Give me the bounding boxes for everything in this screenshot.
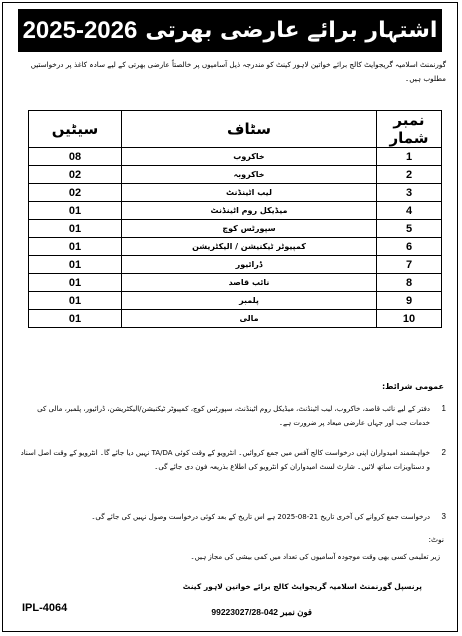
row-serial: 10 [377, 310, 442, 328]
ad-title-years: 2025-2026 [22, 16, 138, 44]
row-post: کمپیوٹر ٹیکنیشن / الیکٹریشن [122, 238, 377, 256]
row-seats: 01 [29, 292, 122, 310]
table-row [29, 220, 442, 238]
ad-title-banner [18, 9, 442, 52]
row-serial: 7 [377, 256, 442, 274]
intro-paragraph: گورنمنٹ اسلامیہ گریجوایٹ کالج برائے خواتین لاہور کینٹ کو مندرجہ ذیل آسامیوں پر خالصتاً عارضی بھرتی کے لیے سادہ کاغذ پر درخواستیں مطلوب ہیں۔ [30, 60, 446, 83]
condition-item [16, 510, 446, 528]
condition-text: درخواست جمع کروانے کی آخری تاریخ 21-08-2025 ہے اس تاریخ کے بعد کوئی درخواست وصول نہیں کی جائے گی۔ [91, 513, 430, 521]
header-serial: نمبر شمار [377, 111, 442, 148]
row-post: پلمبر [122, 292, 377, 310]
ad-title-text: اشتہار برائے عارضی بھرتی [145, 18, 438, 43]
condition-number: 2 [441, 448, 446, 457]
condition-number: 1 [441, 404, 446, 413]
header-post: سٹاف [122, 111, 377, 148]
table-row [29, 148, 442, 166]
header-seats: سیٹیں [29, 111, 122, 148]
table-row [29, 256, 442, 274]
condition-text: خواہشمند امیدواران اپنی درخواست کالج آفس میں جمع کروائیں۔ انٹرویو کے وقت کوئی TA/DA نہیں دیا جائے گا۔ انٹرویو کے وقت اصل اسناد و دستاویزات ساتھ لائیں۔ شارٹ لسٹ امیدواران کو انٹرویو کی اطلاع بذریعہ فون دی جائے گی۔ [20, 449, 430, 471]
row-seats: 02 [29, 166, 122, 184]
phone-number: فون نمبر 042-99223027/28 [211, 607, 312, 617]
table-row [29, 238, 442, 256]
table-row [29, 184, 442, 202]
row-serial: 3 [377, 184, 442, 202]
row-seats: 01 [29, 238, 122, 256]
row-serial: 2 [377, 166, 442, 184]
table-header-row [29, 111, 442, 148]
row-post: میڈیکل روم اٹینڈنٹ [122, 202, 377, 220]
conditions-heading: عمومی شرائط: [381, 382, 444, 391]
staff-table [28, 110, 442, 328]
row-serial: 8 [377, 274, 442, 292]
table-row [29, 292, 442, 310]
principal-signature: پرنسپل گورنمنٹ اسلامیہ گریجوایٹ کالج برائے خواتین لاہور کینٹ [182, 582, 422, 591]
row-seats: 01 [29, 274, 122, 292]
table-row [29, 310, 442, 328]
condition-text: دفتر کے لیے نائب قاصد، خاکروب، لیب اٹینڈنٹ، میڈیکل روم اٹینڈنٹ، سپورٹس کوچ، کمپیوٹر ٹیکنیشن/الیکٹریشن، ڈرائیور، پلمبر، مالی کی خدمات جب اور جہاں عارضی میعاد پر ضرورت ہے۔ [37, 405, 430, 427]
row-post: نائب قاصد [122, 274, 377, 292]
row-post: ڈرائیور [122, 256, 377, 274]
row-serial: 9 [377, 292, 442, 310]
row-serial: 5 [377, 220, 442, 238]
condition-item [16, 402, 446, 432]
condition-item [16, 446, 446, 502]
note-heading: نوٹ: [428, 535, 444, 544]
ipl-code: IPL-4064 [22, 602, 68, 614]
row-seats: 01 [29, 310, 122, 328]
row-post: لیب اٹینڈنٹ [122, 184, 377, 202]
row-serial: 4 [377, 202, 442, 220]
row-seats: 01 [29, 256, 122, 274]
note-text: زیر تعلیمی کسی بھی وقت موجودہ آسامیوں کی تعداد میں کمی بیشی کی مجاز ہیں۔ [190, 553, 440, 561]
table-row [29, 274, 442, 292]
row-seats: 02 [29, 184, 122, 202]
row-serial: 1 [377, 148, 442, 166]
condition-number: 3 [441, 512, 446, 521]
row-post: خاکروبہ [122, 166, 377, 184]
row-post: خاکروب [122, 148, 377, 166]
row-seats: 01 [29, 220, 122, 238]
row-serial: 6 [377, 238, 442, 256]
table-row [29, 202, 442, 220]
row-seats: 01 [29, 202, 122, 220]
row-seats: 08 [29, 148, 122, 166]
row-post: سپورٹس کوچ [122, 220, 377, 238]
table-row [29, 166, 442, 184]
row-post: مالی [122, 310, 377, 328]
